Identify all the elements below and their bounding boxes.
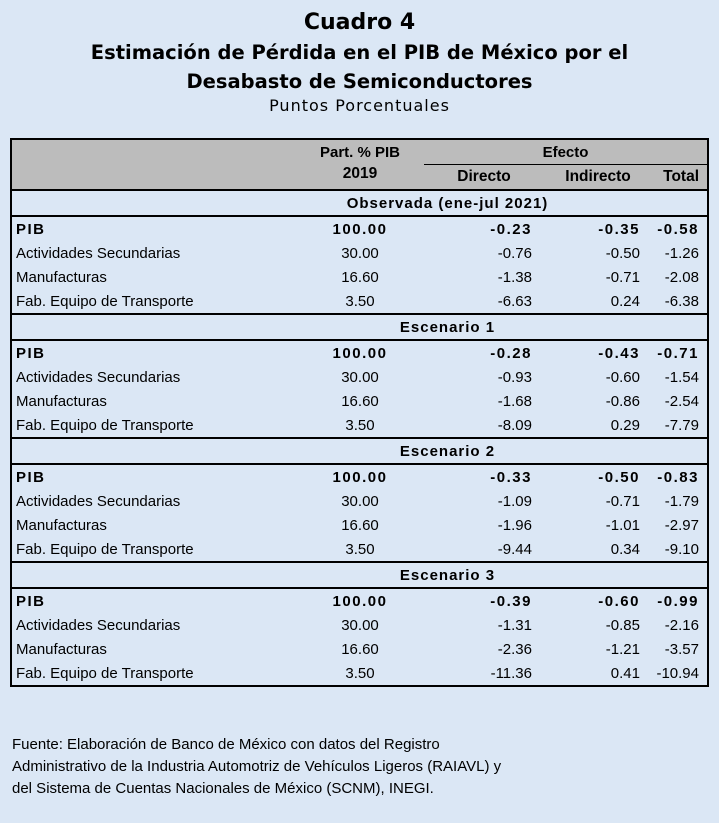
row-name-cell: Manufacturas (16, 268, 107, 286)
row-part-cell: 100.00 (296, 340, 424, 365)
table-row (11, 613, 708, 637)
row-part-cell: 3.50 (345, 664, 375, 682)
section-header-row (11, 438, 708, 464)
row-part-cell: 16.60 (341, 392, 379, 410)
row-total-cell: -2.08 (664, 268, 699, 286)
table-title: Cuadro 4 (303, 10, 416, 35)
row-name-cell: Actividades Secundarias (16, 244, 181, 262)
table-row (11, 637, 708, 661)
table-subtitle-line-2: Desabasto de Semiconductores (186, 70, 533, 93)
table-subtitle-line-1: Estimación de Pérdida en el PIB de México por el (90, 41, 629, 64)
row-indirecto-cell: -0.35 (544, 216, 652, 241)
row-name-cell: PIB (11, 216, 296, 241)
row-part-cell: 16.60 (341, 268, 379, 286)
row-total-cell: -0.58 (652, 216, 708, 241)
row-total-cell: -0.99 (652, 588, 708, 613)
table-row (11, 537, 708, 562)
units-label: Puntos Porcentuales (269, 96, 450, 115)
table-row (11, 413, 708, 438)
row-total-cell: -2.97 (664, 516, 699, 534)
row-name-cell: Fab. Equipo de Transporte (16, 664, 194, 682)
row-part-cell: 3.50 (345, 292, 375, 310)
row-part-cell: 16.60 (341, 516, 379, 534)
row-name-cell: Actividades Secundarias (16, 492, 181, 510)
section-label: Escenario 3 (11, 562, 708, 588)
row-indirecto-cell: -0.71 (605, 268, 640, 286)
row-part-cell: 100.00 (296, 588, 424, 613)
header-blank-2 (11, 165, 296, 191)
row-total-cell: -1.79 (664, 492, 699, 510)
table-row (11, 216, 708, 241)
row-indirecto-cell: -0.60 (544, 588, 652, 613)
row-part-cell: 30.00 (341, 616, 379, 634)
row-directo-cell: -9.44 (497, 540, 532, 558)
row-indirecto-cell: -0.86 (605, 392, 640, 410)
row-part-cell: 30.00 (341, 368, 379, 386)
table-row (11, 588, 708, 613)
row-directo-cell: -2.36 (497, 640, 532, 658)
source-note (12, 734, 712, 800)
table-row (11, 265, 708, 289)
row-part-cell: 3.50 (345, 416, 375, 434)
row-total-cell: -7.79 (664, 416, 699, 434)
row-total-cell: -2.16 (664, 616, 699, 634)
row-directo-cell: -11.36 (490, 664, 532, 682)
row-indirecto-cell: -0.43 (544, 340, 652, 365)
row-directo-cell: -1.68 (497, 392, 532, 410)
title-block (0, 0, 719, 116)
row-part-cell: 100.00 (296, 216, 424, 241)
row-total-cell: -1.26 (664, 244, 699, 262)
row-directo-cell: -1.96 (497, 516, 532, 534)
section-label: Observada (ene-jul 2021) (11, 190, 708, 216)
source-note-line-2: Administrativo de la Industria Automotriz de Vehículos Ligeros (RAIAVL) y (12, 758, 502, 775)
section-label: Escenario 1 (11, 314, 708, 340)
row-indirecto-cell: -0.71 (605, 492, 640, 510)
row-name-cell: Fab. Equipo de Transporte (16, 292, 194, 310)
table-row (11, 389, 708, 413)
row-indirecto-cell: -1.01 (605, 516, 640, 534)
source-note-line-1: Fuente: Elaboración de Banco de México con datos del Registro (12, 736, 440, 753)
row-directo-cell: -0.39 (424, 588, 544, 613)
row-name-cell: Fab. Equipo de Transporte (16, 416, 194, 434)
header-total: Total (652, 165, 708, 191)
row-directo-cell: -0.23 (424, 216, 544, 241)
table-row (11, 289, 708, 314)
table-row (11, 661, 708, 686)
row-indirecto-cell: -1.21 (605, 640, 640, 658)
header-efecto: Efecto (424, 139, 708, 165)
header-part-line-2: 2019 (296, 165, 424, 191)
section-label: Escenario 2 (11, 438, 708, 464)
row-directo-cell: -0.28 (424, 340, 544, 365)
row-indirecto-cell: -0.85 (605, 616, 640, 634)
row-total-cell: -3.57 (664, 640, 699, 658)
row-total-cell: -9.10 (664, 540, 699, 558)
table-row (11, 513, 708, 537)
row-part-cell: 3.50 (345, 540, 375, 558)
row-indirecto-cell: 0.41 (610, 664, 640, 682)
row-directo-cell: -0.93 (497, 368, 532, 386)
row-directo-cell: -6.63 (497, 292, 532, 310)
row-part-cell: 30.00 (341, 492, 379, 510)
row-total-cell: -0.83 (652, 464, 708, 489)
row-directo-cell: -0.33 (424, 464, 544, 489)
row-directo-cell: -1.38 (497, 268, 532, 286)
row-name-cell: PIB (11, 340, 296, 365)
row-total-cell: -10.94 (656, 664, 699, 682)
row-indirecto-cell: 0.34 (610, 540, 640, 558)
row-indirecto-cell: -0.50 (605, 244, 640, 262)
table-row (11, 464, 708, 489)
section-header-row (11, 190, 708, 216)
row-directo-cell: -1.31 (497, 616, 532, 634)
row-indirecto-cell: 0.24 (610, 292, 640, 310)
table-row (11, 241, 708, 265)
row-name-cell: Actividades Secundarias (16, 368, 181, 386)
row-directo-cell: -8.09 (497, 416, 532, 434)
table-row (11, 340, 708, 365)
row-directo-cell: -1.09 (497, 492, 532, 510)
table-row (11, 365, 708, 389)
row-part-cell: 16.60 (341, 640, 379, 658)
header-indirecto: Indirecto (544, 165, 652, 191)
row-name-cell: PIB (11, 464, 296, 489)
row-total-cell: -0.71 (652, 340, 708, 365)
row-name-cell: Manufacturas (16, 516, 107, 534)
row-total-cell: -6.38 (664, 292, 699, 310)
row-part-cell: 100.00 (296, 464, 424, 489)
row-name-cell: Actividades Secundarias (16, 616, 181, 634)
estimation-table (10, 138, 709, 687)
table-row (11, 489, 708, 513)
row-name-cell: Manufacturas (16, 640, 107, 658)
header-part-line-1: Part. % PIB (296, 139, 424, 165)
row-total-cell: -2.54 (664, 392, 699, 410)
row-indirecto-cell: -0.50 (544, 464, 652, 489)
row-indirecto-cell: -0.60 (605, 368, 640, 386)
header-directo: Directo (424, 165, 544, 191)
section-header-row (11, 314, 708, 340)
row-indirecto-cell: 0.29 (610, 416, 640, 434)
source-note-line-3: del Sistema de Cuentas Nacionales de México (SCNM), INEGI. (12, 780, 434, 797)
header-row-1 (11, 139, 708, 165)
header-blank (11, 139, 296, 165)
row-name-cell: Manufacturas (16, 392, 107, 410)
row-name-cell: Fab. Equipo de Transporte (16, 540, 194, 558)
row-directo-cell: -0.76 (497, 244, 532, 262)
section-header-row (11, 562, 708, 588)
row-name-cell: PIB (11, 588, 296, 613)
row-part-cell: 30.00 (341, 244, 379, 262)
header-row-2 (11, 165, 708, 191)
table-body (11, 139, 708, 686)
row-total-cell: -1.54 (664, 368, 699, 386)
